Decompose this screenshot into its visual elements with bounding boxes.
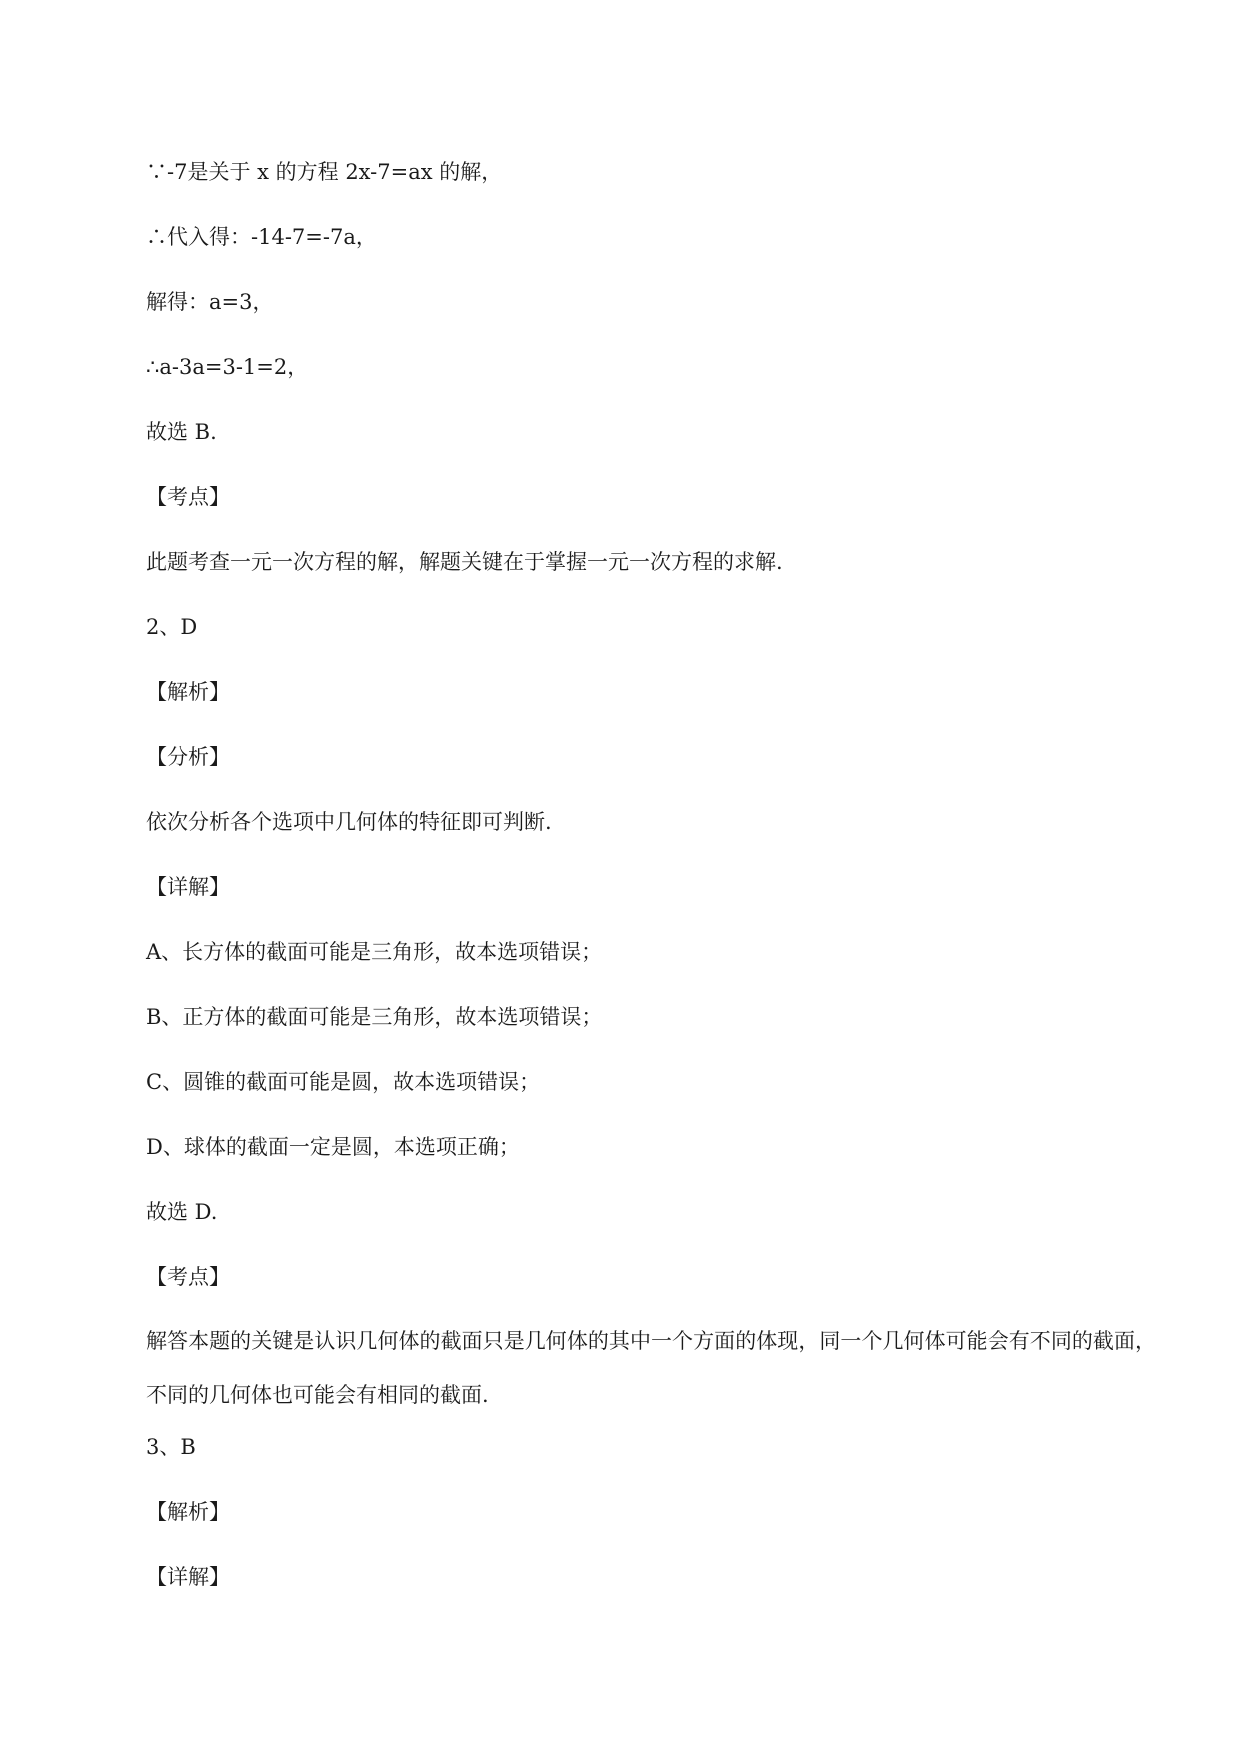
section-heading-kaodian: 【考点】 <box>146 485 230 509</box>
solution-step-premise: ∵-7是关于 x 的方程 2x-7=ax 的解， <box>146 160 503 184</box>
option-a-explanation: A、长方体的截面可能是三角形，故本选项错误； <box>146 940 603 964</box>
solution-step-solve: 解得：a=3， <box>146 290 274 314</box>
kaodian-text-1: 此题考查一元一次方程的解，解题关键在于掌握一元一次方程的求解. <box>146 550 783 574</box>
section-heading-xiangjie: 【详解】 <box>146 875 230 899</box>
solution-step-compute: ∴a-3a=3-1=2， <box>146 355 309 379</box>
answer-choice-1: 故选 B. <box>146 420 217 444</box>
answer-choice-2: 故选 D. <box>146 1200 218 1224</box>
option-b-explanation: B、正方体的截面可能是三角形，故本选项错误； <box>146 1005 603 1029</box>
section-heading-fenxi: 【分析】 <box>146 745 230 769</box>
section-heading-jiexi-3: 【解析】 <box>146 1500 230 1524</box>
section-heading-kaodian-2: 【考点】 <box>146 1265 230 1289</box>
question-number-2: 2、D <box>146 615 198 639</box>
section-heading-jiexi: 【解析】 <box>146 680 230 704</box>
option-c-explanation: C、圆锥的截面可能是圆，故本选项错误； <box>146 1070 541 1094</box>
question-number-3: 3、B <box>146 1435 196 1459</box>
kaodian-text-2: 解答本题的关键是认识几何体的截面只是几何体的其中一个方面的体现，同一个几何体可能会有不同的截面，不同的几何体也可能会有相同的截面. <box>146 1329 1156 1407</box>
section-heading-xiangjie-3: 【详解】 <box>146 1565 230 1589</box>
fenxi-text: 依次分析各个选项中几何体的特征即可判断. <box>146 810 552 834</box>
option-d-explanation: D、球体的截面一定是圆，本选项正确； <box>146 1135 520 1159</box>
solution-step-substitute: ∴代入得：-14-7=-7a， <box>146 225 377 249</box>
